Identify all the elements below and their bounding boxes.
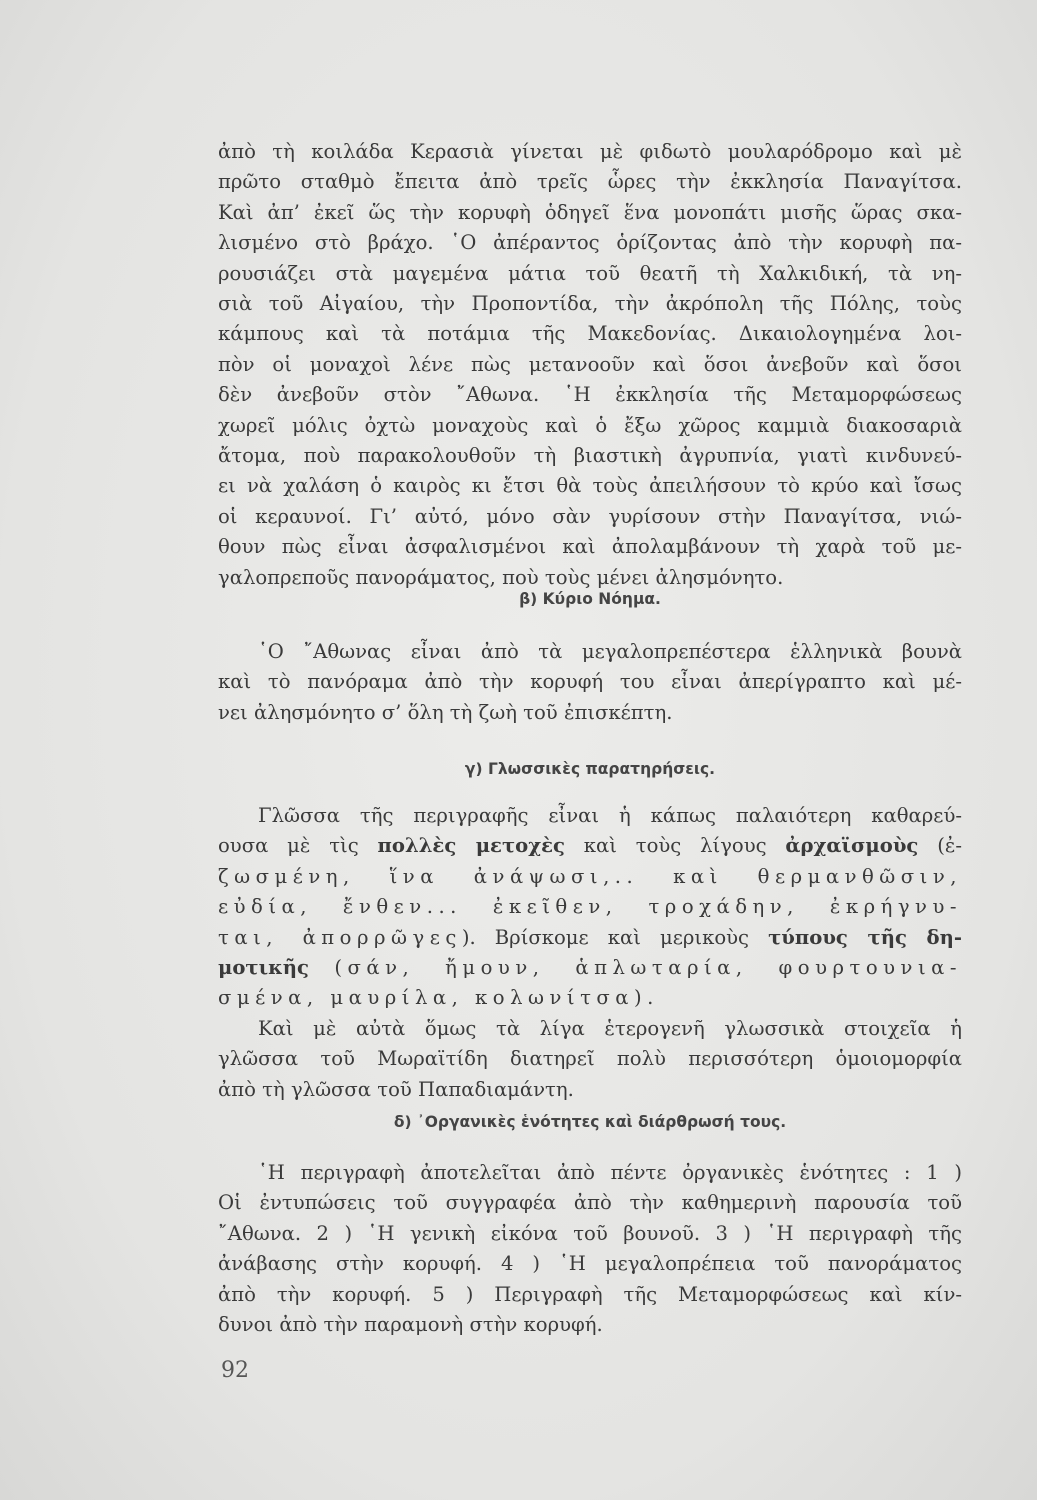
spaced-run: (σάν, ἤμουν, ἁπλωταρία, φουρτουνια- xyxy=(334,956,962,980)
text-line: Καὶ ἀπ’ ἐκεῖ ὥς τὴν κορυφὴ ὁδηγεῖ ἕνα μονοπάτι μισῆς ὥρας σκα- xyxy=(218,200,962,224)
text-line: δὲν ἀνεβοῦν στὸν ῎Αθωνα. ῾Η ἐκκλησία τῆς Μεταμορφώσεως xyxy=(218,383,962,407)
text-line-spaced: εὐδία, ἔνθεν... ἐκεῖθεν, τροχάδην, ἐκρήγνυ- xyxy=(218,895,962,919)
bold-term: μοτικῆς xyxy=(218,956,309,980)
text-line: κάμπους καὶ τὰ ποτάμια τῆς Μακεδονίας. Δικαιολογημένα λοι- xyxy=(218,322,962,346)
text-line: Καὶ μὲ αὐτὰ ὅμως τὰ λίγα ἑτερογενῆ γλωσσικὰ στοιχεῖα ἡ xyxy=(258,1016,962,1040)
section-heading-linguistic: γ) Γλωσσικὲς παρατηρήσεις. xyxy=(464,760,716,778)
paragraph-description xyxy=(218,137,962,593)
bold-term: τύπους τῆς δη- xyxy=(768,925,962,949)
text-line xyxy=(218,923,962,953)
text-line: καὶ τὸ πανόραμα ἀπὸ τὴν κορυφή του εἶναι ἀπερίγραπτο καὶ μέ- xyxy=(218,670,962,694)
text-line xyxy=(218,831,962,861)
paragraph-organic-units xyxy=(218,1158,962,1340)
text-line: ἄτομα, ποὺ παρακολουθοῦν τὴ βιαστικὴ ἀγρυπνία, γιατὶ κινδυνεύ- xyxy=(218,444,962,468)
text-run: ουσα μὲ τὶς xyxy=(218,834,359,858)
text-line: ἀπὸ τὴ γλῶσσα τοῦ Παπαδιαμάντη. xyxy=(218,1077,574,1101)
text-line: ρουσιάζει στὰ μαγεμένα μάτια τοῦ θεατῆ τὴ Χαλκιδική, τὰ νη- xyxy=(218,261,962,285)
text-line: δυνοι ἀπὸ τὴν παραμονὴ στὴν κορυφή. xyxy=(218,1313,603,1337)
section-heading-main-idea: β) Κύριο Νόημα. xyxy=(519,590,661,608)
text-line: σιὰ τοῦ Αἰγαίου, τὴν Προποντίδα, τὴν ἀκρόπολη τῆς Πόλης, τοὺς xyxy=(218,292,962,316)
text-line: γλῶσσα τοῦ Μωραϊτίδη διατηρεῖ πολὺ περισσότερη ὁμοιομορφία xyxy=(218,1047,962,1071)
spaced-run: ται, ἀπορρῶγες xyxy=(218,925,462,949)
text-line: Γλῶσσα τῆς περιγραφῆς εἶναι ἡ κάπως παλαιότερη καθαρεύ- xyxy=(258,804,962,827)
text-run: ). Βρίσκομε καὶ μερικοὺς xyxy=(461,925,750,949)
text-line: νει ἀλησμόνητο σ’ ὅλη τὴ ζωὴ τοῦ ἐπισκέπτη. xyxy=(218,700,673,724)
text-line xyxy=(218,953,962,983)
text-line: ἀνάβασης στὴν κορυφή. 4 ) ῾Η μεγαλοπρέπεια τοῦ πανοράματος xyxy=(218,1252,962,1276)
text-line: ῎Αθωνα. 2 ) ῾Η γενικὴ εἰκόνα τοῦ βουνοῦ. 3 ) ῾Η περιγραφὴ τῆς xyxy=(218,1221,962,1245)
paragraph-linguistic xyxy=(218,801,962,1105)
text-line: πὸν οἱ μοναχοὶ λένε πὼς μετανοοῦν καὶ ὅσοι ἀνεβοῦν καὶ ὅσοι xyxy=(218,352,962,376)
bold-term: ἀρχαϊσμοὺς xyxy=(785,834,919,858)
text-line: οἱ κεραυνοί. Γι’ αὐτό, μόνο σὰν γυρίσουν στὴν Παναγίτσα, νιώ- xyxy=(218,504,962,528)
text-line: ῾Η περιγραφὴ ἀποτελεῖται ἀπὸ πέντε ὀργανικὲς ἑνότητες : 1 ) xyxy=(258,1161,962,1184)
bold-term: πολλὲς μετοχὲς xyxy=(377,834,565,858)
text-line: ει νὰ χαλάση ὁ καιρὸς κι ἔτσι θὰ τοὺς ἀπειλήσουν τὸ κρύο καὶ ἴσως xyxy=(218,474,962,498)
text-line-spaced: σμένα, μαυρίλα, κολωνίτσα). xyxy=(218,986,659,1010)
text-line: ἀπὸ τὴ κοιλάδα Κερασιὰ γίνεται μὲ φιδωτὸ μουλαρόδρομο καὶ μὲ xyxy=(218,140,962,163)
section-heading-organic-units: δ) ᾿Οργανικὲς ἑνότητες καὶ διάρθρωσή τους. xyxy=(393,1113,787,1131)
page-number: 92 xyxy=(221,1358,249,1383)
text-line: Οἱ ἐντυπώσεις τοῦ συγγραφέα ἀπὸ τὴν καθημερινὴ παρουσία τοῦ xyxy=(218,1191,962,1215)
text-line: ἀπὸ τὴν κορυφή. 5 ) Περιγραφὴ τῆς Μεταμορφώσεως καὶ κίν- xyxy=(218,1282,962,1306)
text-line: ῾Ο ῎Αθωνας εἶναι ἀπὸ τὰ μεγαλοπρεπέστερα ἑλληνικὰ βουνὰ xyxy=(258,640,962,663)
text-line: θουν πὼς εἶναι ἀσφαλισμένοι καὶ ἀπολαμβάνουν τὴ χαρὰ τοῦ με- xyxy=(218,535,962,559)
text-line: λισμένο στὸ βράχο. ῾Ο ἀπέραντος ὁρίζοντας ἀπὸ τὴν κορυφὴ πα- xyxy=(218,231,962,255)
text-line: γαλοπρεποῦς πανοράματος, ποὺ τοὺς μένει ἀλησμόνητο. xyxy=(218,565,784,589)
text-run: (ἐ- xyxy=(937,834,962,858)
text-line: πρῶτο σταθμὸ ἔπειτα ἀπὸ τρεῖς ὧρες τὴν ἐκκλησία Παναγίτσα. xyxy=(218,170,962,194)
text-line: χωρεῖ μόλις ὀχτὼ μοναχοὺς καὶ ὁ ἔξω χῶρος καμμιὰ διακοσαριὰ xyxy=(218,413,962,437)
text-line-spaced: ζωσμένη, ἵνα ἀνάψωσι,.. καὶ θερμανθῶσιν, xyxy=(218,864,962,888)
paragraph-main-idea xyxy=(218,637,962,728)
text-run: καὶ τοὺς λίγους xyxy=(583,834,767,858)
